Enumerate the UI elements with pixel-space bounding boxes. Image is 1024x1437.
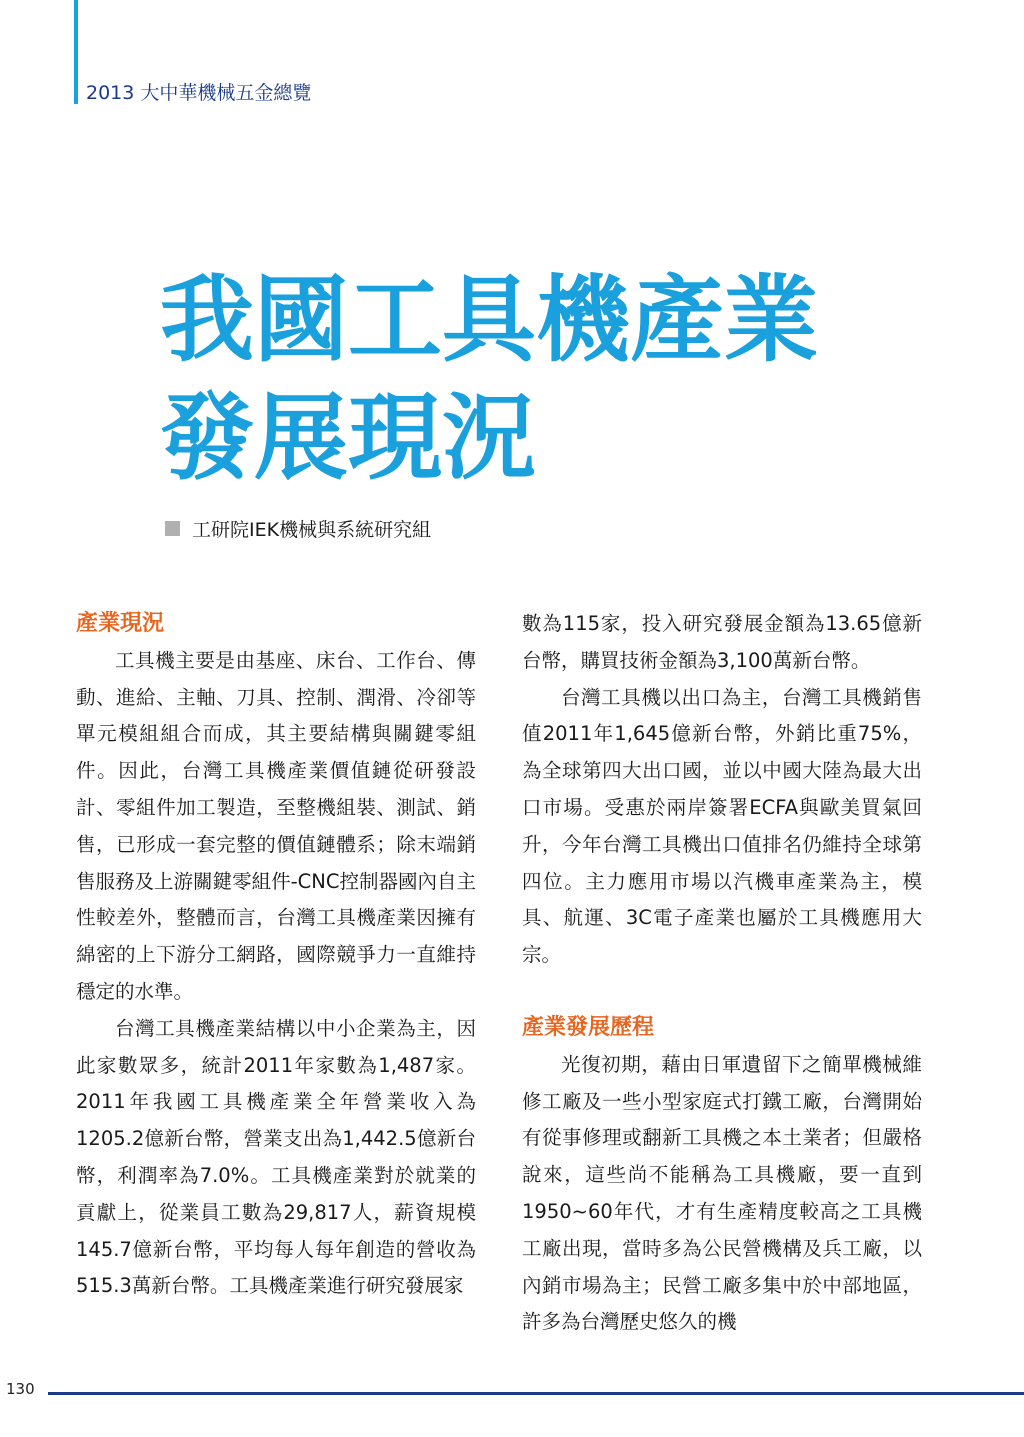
paragraph: 光復初期，藉由日軍遺留下之簡單機械維修工廠及一些小型家庭式打鐵工廠，台灣開始有從事修理或翻新工具機之本土業者；但嚴格說來，這些尚不能稱為工具機廠，要一直到1950~60年代，才有生產精度較高之工具機工廠出現，當時多為公民營機構及兵工廠，以內銷市場為主；民營工廠多集中於中部地區，許多為台灣歷史悠久的機 — [522, 1052, 922, 1334]
paragraph: 工具機主要是由基座、床台、工作台、傳動、進給、主軸、刀具、控制、潤滑、冷卻等單元模組組合而成，其主要結構與關鍵零組件。因此，台灣工具機產業價值鏈從研發設計、零組件加工製造，至整機組裝、測試、銷售，已形成一套完整的價值鏈體系；除末端銷售服務及上游關鍵零組件-CNC控制器國內自主性較差外，整體而言，台灣工具機產業因擁有綿密的上下游分工網路，國際競爭力一直維持穩定的水準。 — [76, 648, 476, 1003]
paragraph-continued: 數為115家，投入研究發展金額為13.65億新台幣，購買技術金額為3,100萬新台幣。 — [522, 612, 922, 672]
right-column — [522, 606, 922, 1341]
author-name: 工研院IEK機械與系統研究組 — [192, 519, 432, 541]
article-title-line1: 我國工具機產業 — [160, 266, 819, 375]
left-column — [76, 606, 476, 1305]
paragraph: 台灣工具機產業結構以中小企業為主，因此家數眾多，統計2011年家數為1,487家。2011年我國工具機產業全年營業收入為1205.2億新台幣，營業支出為1,442.5億新台幣，利潤率為7.0%。工具機產業對於就業的貢獻上，從業員工數為29,817人，薪資規模145.7億新台幣，平均每人每年創造的營收為515.3萬新台幣。工具機產業進行研究發展家 — [76, 1016, 476, 1298]
section-heading-development-history: 產業發展歷程 — [522, 1014, 655, 1040]
header-accent-bar — [74, 0, 78, 104]
publication-title: 2013 大中華機械五金總覽 — [86, 82, 312, 104]
paragraph: 台灣工具機以出口為主，台灣工具機銷售值2011年1,645億新台幣，外銷比重75%，為全球第四大出口國，並以中國大陸為最大出口市場。受惠於兩岸簽署ECFA與歐美買氣回升，今年台灣工具機出口值排名仍維持全球第四位。主力應用市場以汽機車產業為主，模具、航運、3C電子產業也屬於工具機應用大宗。 — [522, 685, 922, 967]
section-heading-industry-status: 產業現況 — [76, 611, 165, 636]
page-number: 130 — [6, 1380, 35, 1398]
square-bullet-icon — [165, 521, 180, 536]
article-title-line2: 發展現況 — [160, 384, 537, 493]
author-byline — [165, 515, 431, 542]
footer-rule — [48, 1392, 1024, 1395]
article-title — [160, 262, 818, 498]
